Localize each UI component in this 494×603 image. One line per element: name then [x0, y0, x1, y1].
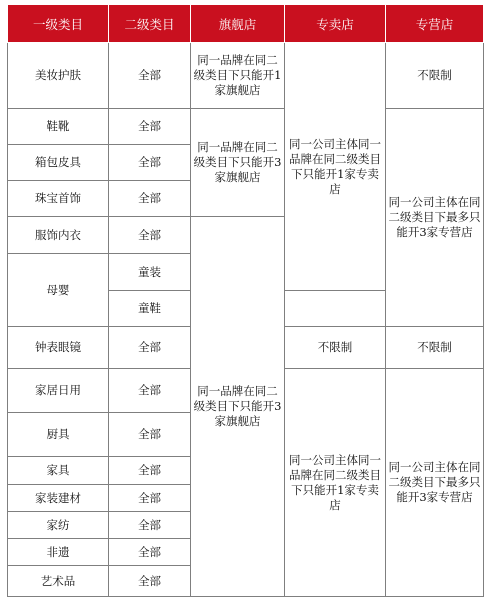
store-rules-table [7, 4, 484, 597]
cat1-cell: 家具 [8, 457, 109, 485]
cat2-cell: 全部 [109, 327, 191, 369]
cat1-cell: 非遗 [8, 539, 109, 566]
cat2-cell: 全部 [109, 43, 191, 109]
cat2-cell: 全部 [109, 485, 191, 512]
franchise-rule-4: 同一公司主体在同二级类目下最多只能开3家专营店 [386, 369, 484, 597]
cat1-cell: 美妆护肤 [8, 43, 109, 109]
exclusive-rule-3: 同一公司主体同一品牌在同二级类目下只能开1家专卖店 [285, 369, 386, 597]
cat1-cell: 艺术品 [8, 566, 109, 597]
cat1-cell: 母婴 [8, 254, 109, 327]
header-franchise: 专营店 [386, 5, 484, 43]
cat1-cell: 钟表眼镜 [8, 327, 109, 369]
cat1-cell: 厨具 [8, 413, 109, 457]
cat2-cell: 全部 [109, 512, 191, 539]
cat1-cell: 箱包皮具 [8, 145, 109, 181]
franchise-rule-3: 不限制 [386, 327, 484, 369]
cat1-cell: 服饰内衣 [8, 217, 109, 254]
flagship-rule-1: 同一品牌在同二级类目下只能开1家旗舰店 [191, 43, 285, 109]
header-row [8, 5, 484, 43]
cat2-cell: 全部 [109, 181, 191, 217]
cat2-cell: 全部 [109, 369, 191, 413]
cat1-cell: 家居日用 [8, 369, 109, 413]
cat2-cell: 童装 [109, 254, 191, 291]
cat2-cell: 全部 [109, 109, 191, 145]
cat2-cell: 全部 [109, 145, 191, 181]
cat2-cell: 全部 [109, 457, 191, 485]
cat2-cell: 全部 [109, 217, 191, 254]
table-row [8, 43, 484, 109]
cat2-cell: 全部 [109, 413, 191, 457]
exclusive-rule-1: 同一公司主体同一品牌在同二级类目下只能开1家专卖店 [285, 43, 386, 291]
cat1-cell: 鞋靴 [8, 109, 109, 145]
header-cat2: 二级类目 [109, 5, 191, 43]
header-flagship: 旗舰店 [191, 5, 285, 43]
flagship-rule-3: 同一品牌在同二级类目下只能开3家旗舰店 [191, 217, 285, 597]
cat2-cell: 全部 [109, 566, 191, 597]
table-row [8, 109, 484, 145]
flagship-rule-2: 同一品牌在同二级类目下只能开3家旗舰店 [191, 109, 285, 217]
exclusive-rule-2: 不限制 [285, 327, 386, 369]
cat1-cell: 珠宝首饰 [8, 181, 109, 217]
franchise-rule-2: 同一公司主体在同二级类目下最多只能开3家专营店 [386, 109, 484, 327]
franchise-rule-1: 不限制 [386, 43, 484, 109]
cat1-cell: 家装建材 [8, 485, 109, 512]
cat1-cell: 家纺 [8, 512, 109, 539]
cat2-cell: 全部 [109, 539, 191, 566]
header-cat1: 一级类目 [8, 5, 109, 43]
cat2-cell: 童鞋 [109, 291, 191, 327]
header-exclusive: 专卖店 [285, 5, 386, 43]
